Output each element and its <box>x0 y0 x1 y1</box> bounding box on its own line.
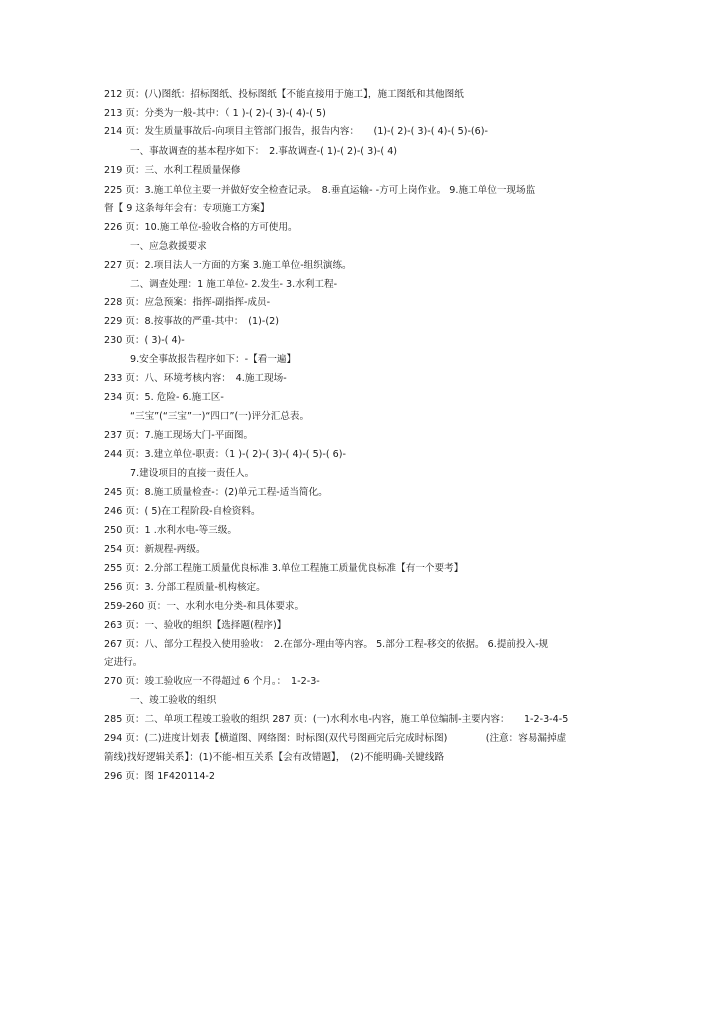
text-line: 267 页：八、部分工程投入使用验收： 2.在部分-理由等内容。 5.部分工程-移交的依据。 6.提前投入-规 <box>104 639 549 650</box>
text-line: 230 页：( 3)-( 4)- <box>104 335 185 346</box>
text-line: 245 页：8.施工质量检查-：(2)单元工程-适当简化。 <box>104 487 328 498</box>
text-line: 227 页：2.项目法人一方面的方案 3.施工单位-组织演练。 <box>104 260 352 271</box>
text-line: 7.建设项目的直接一责任人。 <box>130 468 255 479</box>
text-line: 233 页：八、环境考核内容： 4.施工现场- <box>104 373 287 384</box>
text-line: 9.安全事故报告程序如下：-【看一遍】 <box>130 354 297 365</box>
text-line: 234 页：5. 危险- 6.施工区- <box>104 392 224 403</box>
text-line: 一、事故调查的基本程序如下： 2.事故调查-( 1)-( 2)-( 3)-( 4) <box>130 146 398 157</box>
text-line: 二、调查处理：1 施工单位- 2.发生- 3.水利工程- <box>130 279 338 290</box>
text-line: 督【 9 这条每年会有：专项施工方案】 <box>104 203 270 214</box>
text-line: 246 页：( 5)在工程阶段-自检资料。 <box>104 506 261 517</box>
text-line: 213 页：分类为一般-其中：（ 1 )-( 2)-( 3)-( 4)-( 5) <box>104 108 326 119</box>
text-line: 定进行。 <box>104 657 143 668</box>
text-line: 296 页：图 1F420114-2 <box>104 771 216 782</box>
text-line: 箭线)找好逻辑关系】：(1)不能-相互关系【会有改错题】， (2)不能明确-关键线路 <box>104 752 445 763</box>
text-line: 255 页：2.分部工程施工质量优良标准 3.单位工程施工质量优良标准【有一个要考】 <box>104 563 464 574</box>
text-line: 294 页：(二)进度计划表【横道图、网络图：时标图(双代号图画完后完成时标图) (注意：容易漏掉虚 <box>104 733 567 744</box>
text-line: 228 页：应急预案：指挥-副指挥-成员- <box>104 297 271 308</box>
text-line: 212 页：(八)图纸：招标图纸、投标图纸【不能直接用于施工】，施工图纸和其他图纸 <box>104 89 464 100</box>
text-line: 237 页：7.施工现场大门-平面图。 <box>104 430 254 441</box>
text-line: 226 页：10.施工单位-验收合格的方可使用。 <box>104 222 298 233</box>
text-line: 256 页：3. 分部工程质量-机构核定。 <box>104 582 266 593</box>
text-line: 259-260 页：一、水利水电分类-和具体要求。 <box>104 601 305 612</box>
text-line: 285 页：二、单项工程竣工验收的组织 287 页：(一)水利水电-内容，施工单位编制-主要内容： 1-2-3-4-5 <box>104 714 569 725</box>
text-line: 219 页：三、水利工程质量保修 <box>104 165 241 176</box>
text-line: 244 页：3.建立单位-职责：（1 )-( 2)-( 3)-( 4)-( 5)-( 6)- <box>104 449 346 460</box>
text-line: 一、应急救援要求 <box>130 241 207 252</box>
text-line: 263 页：一、验收的组织【选择题(程序)】 <box>104 620 287 631</box>
text-line: 一、竣工验收的组织 <box>130 695 217 706</box>
text-line: 225 页：3.施工单位主要一并做好安全检查记录。 8.垂直运输- -方可上岗作业。 9.施工单位一现场监 <box>104 185 536 196</box>
text-line: 250 页：1 .水利水电-等三级。 <box>104 525 237 536</box>
text-line: 254 页：新规程-两级。 <box>104 544 206 555</box>
text-line: 229 页：8.按事故的严重-其中： (1)-(2) <box>104 316 279 327</box>
text-line: “三宝”(“三宝”一)“四口”(一)评分汇总表。 <box>130 411 310 422</box>
text-line: 270 页：竣工验收应一不得超过 6 个月。： 1-2-3- <box>104 676 320 687</box>
text-line: 214 页：发生质量事故后-向项目主管部门报告，报告内容： (1)-( 2)-( 3)-( 4)-( 5)-(6)- <box>104 126 488 137</box>
